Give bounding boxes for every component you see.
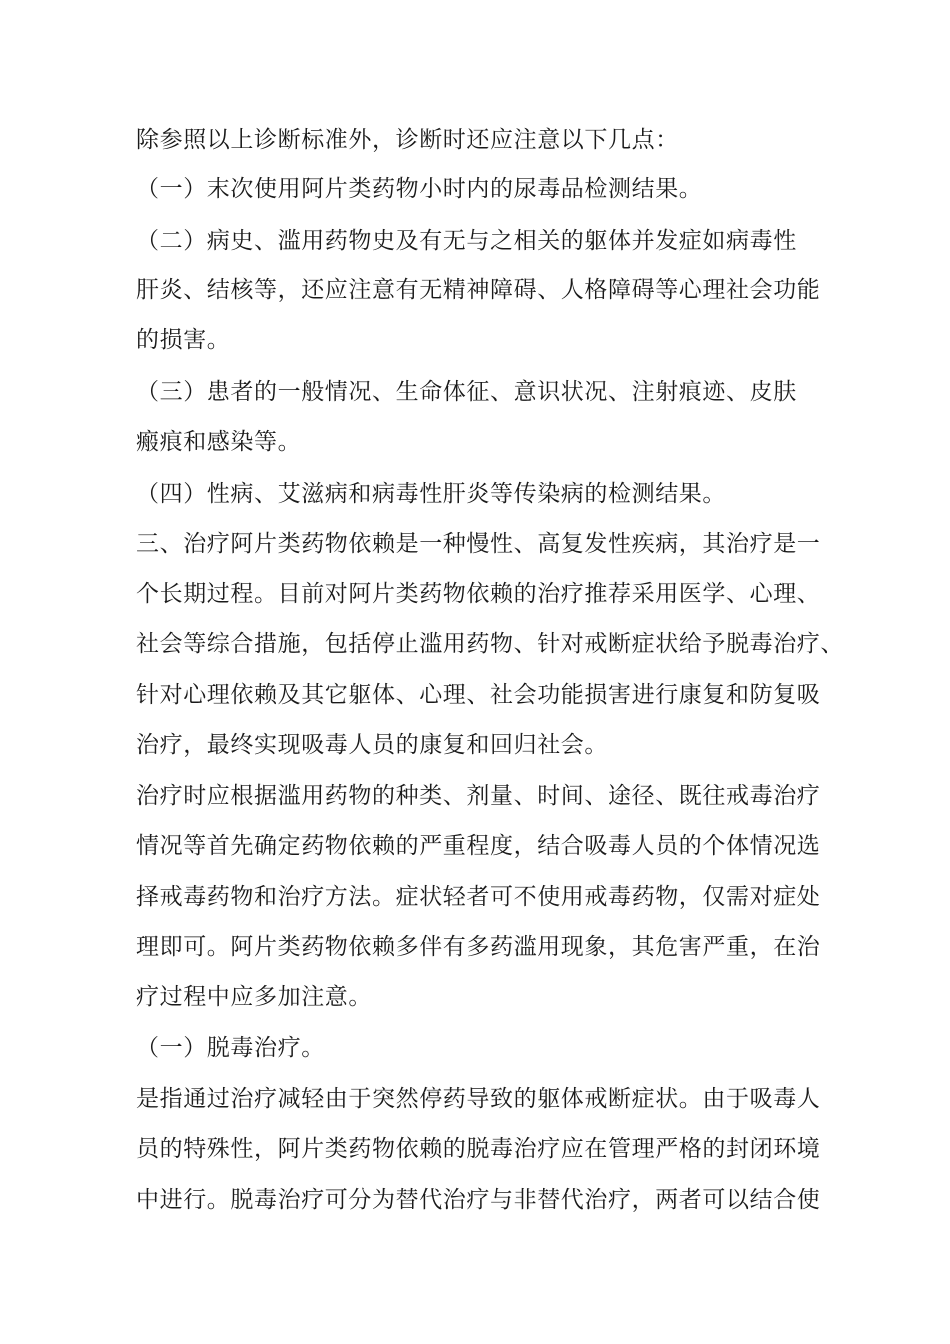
text-line: 除参照以上诊断标准外，诊断时还应注意以下几点：: [136, 127, 679, 153]
text-line: 治疗时应根据滥用药物的种类、剂量、时间、途径、既往戒毒治疗: [136, 783, 821, 809]
text-line: 情况等首先确定药物依赖的严重程度，结合吸毒人员的个体情况选: [136, 833, 821, 859]
text-line: 的损害。: [136, 327, 231, 353]
text-line: 中进行。脱毒治疗可分为替代治疗与非替代治疗，两者可以结合使: [136, 1187, 821, 1213]
text-line: （一）脱毒治疗。: [136, 1035, 325, 1061]
text-line: 治疗，最终实现吸毒人员的康复和回归社会。: [136, 732, 608, 758]
text-line: （二）病史、滥用药物史及有无与之相关的躯体并发症如病毒性: [136, 228, 797, 254]
text-line: 瘢痕和感染等。: [136, 429, 302, 455]
text-line: 社会等综合措施，包括停止滥用药物、针对戒断症状给予脱毒治疗、: [136, 631, 844, 657]
text-line: 疗过程中应多加注意。: [136, 984, 372, 1010]
text-line: 择戒毒药物和治疗方法。症状轻者可不使用戒毒药物，仅需对症处: [136, 884, 821, 910]
text-line: 理即可。阿片类药物依赖多伴有多药滥用现象，其危害严重，在治: [136, 934, 821, 960]
text-line: 个长期过程。目前对阿片类药物依赖的治疗推荐采用医学、心理、: [136, 581, 821, 607]
text-line: （四）性病、艾滋病和病毒性肝炎等传染病的检测结果。: [136, 481, 726, 507]
text-line: 针对心理依赖及其它躯体、心理、社会功能损害进行康复和防复吸: [136, 682, 821, 708]
text-line: 是指通过治疗减轻由于突然停药导致的躯体戒断症状。由于吸毒人: [136, 1086, 821, 1112]
text-line: 三、治疗阿片类药物依赖是一种慢性、高复发性疾病，其治疗是一: [136, 531, 821, 557]
text-line: （一）末次使用阿片类药物小时内的尿毒品检测结果。: [136, 176, 703, 202]
text-line: 肝炎、结核等，还应注意有无精神障碍、人格障碍等心理社会功能: [136, 277, 821, 303]
text-line: 员的特殊性，阿片类药物依赖的脱毒治疗应在管理严格的封闭环境: [136, 1136, 821, 1162]
text-line: （三）患者的一般情况、生命体征、意识状况、注射痕迹、皮肤: [136, 379, 797, 405]
